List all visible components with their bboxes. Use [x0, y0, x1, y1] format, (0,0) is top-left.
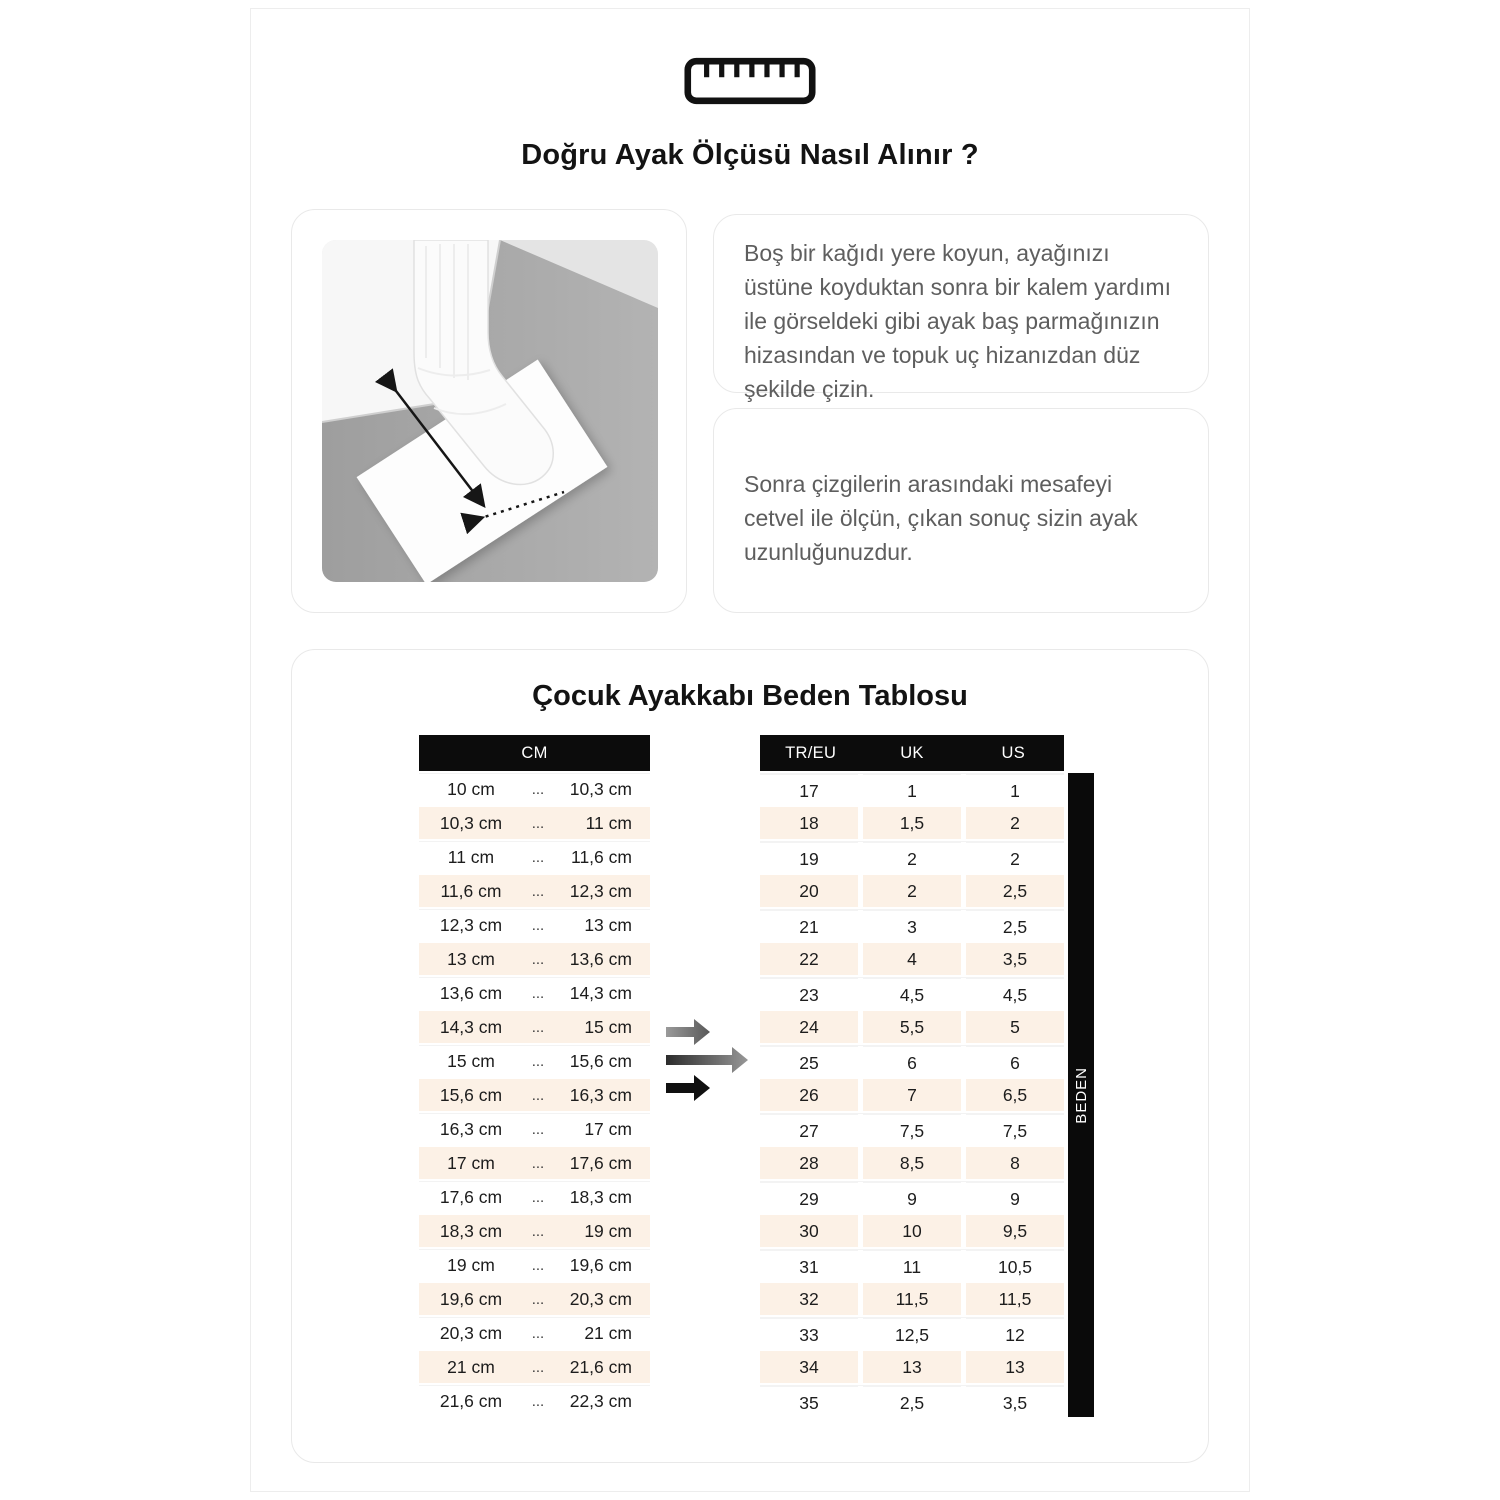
cm-range-dots: ... [531, 849, 545, 866]
size-uk: 2 [863, 842, 961, 874]
cm-to: 21 cm [584, 1323, 632, 1343]
instruction-text-2: Sonra çizgilerin arasındaki mesafeyi cetvel ile ölçün, çıkan sonuç sizin ayak uzunluğunuzdur. [744, 471, 1138, 565]
size-uk: 4,5 [863, 978, 961, 1010]
cm-to: 13,6 cm [569, 948, 632, 969]
cm-from: 14,3 cm [439, 1016, 503, 1037]
size-uk: 7,5 [863, 1114, 961, 1146]
cm-table-row [419, 1317, 650, 1349]
size-tr-eu: 29 [760, 1182, 858, 1214]
size-tr-eu: 32 [760, 1283, 858, 1315]
size-uk: 10 [863, 1215, 961, 1247]
size-uk: 7 [863, 1079, 961, 1111]
cm-table-row [419, 1045, 650, 1077]
size-tr-eu: 17 [760, 774, 858, 806]
size-uk: 1 [863, 774, 961, 806]
size-table-row [760, 977, 1064, 1009]
size-uk: 2 [863, 875, 961, 907]
cm-from: 10,3 cm [439, 812, 503, 833]
cm-table-row [419, 1283, 650, 1315]
cm-from: 17 cm [447, 1152, 495, 1173]
size-us: 8 [966, 1147, 1064, 1179]
cm-table-row [419, 1011, 650, 1043]
cm-table-row [419, 1181, 650, 1213]
cm-table-row [419, 1215, 650, 1247]
cm-range-dots: ... [531, 1086, 545, 1104]
cm-to: 22,3 cm [569, 1391, 632, 1411]
cm-table-row [419, 841, 650, 873]
size-us: 6 [966, 1046, 1064, 1078]
size-us: 2,5 [966, 875, 1064, 907]
size-table-row [760, 1079, 1064, 1111]
size-us: 9,5 [966, 1215, 1064, 1247]
size-tr-eu: 35 [760, 1386, 858, 1418]
cm-range-dots: ... [531, 950, 545, 968]
cm-range-dots: ... [531, 882, 545, 900]
cm-from: 15,6 cm [439, 1084, 503, 1105]
size-table-row [760, 1351, 1064, 1383]
size-tr-eu: 33 [760, 1318, 858, 1350]
cm-from: 10 cm [447, 779, 495, 799]
size-chart-card [291, 649, 1209, 1463]
size-tr-eu: 25 [760, 1046, 858, 1078]
size-guide-panel [250, 8, 1250, 1492]
size-table-row [760, 1113, 1064, 1145]
instruction-text-1: Boş bir kağıdı yere koyun, ayağınızı üstüne koyduktan sonra bir kalem yardımı ile görseldeki gibi ayak baş parmağınızın hizasından ve topuk uç hizanızdan düz şekilde çizin. [744, 240, 1171, 402]
size-us: 1 [966, 774, 1064, 806]
size-us: 5 [966, 1011, 1064, 1043]
size-uk: 13 [863, 1351, 961, 1383]
cm-range-dots: ... [531, 1393, 545, 1410]
size-table-row [760, 1385, 1064, 1417]
size-us: 3,5 [966, 1386, 1064, 1418]
cm-table-row [419, 943, 650, 975]
cm-from: 19 cm [447, 1255, 495, 1275]
cm-to: 19,6 cm [569, 1255, 632, 1275]
size-conversion-table [760, 735, 1064, 1419]
cm-to: 13 cm [584, 915, 632, 935]
size-uk: 9 [863, 1182, 961, 1214]
size-table-row [760, 1249, 1064, 1281]
cm-range-dots: ... [531, 781, 545, 798]
cm-table-header: CM [419, 735, 650, 771]
size-uk: 3 [863, 910, 961, 942]
instruction-card-1 [713, 214, 1209, 402]
cm-from: 11 cm [447, 847, 495, 867]
beden-side-bar [1068, 773, 1094, 1417]
size-table-row [760, 1215, 1064, 1247]
cm-range-dots: ... [531, 1358, 545, 1376]
size-tr-eu: 23 [760, 978, 858, 1010]
cm-table-row [419, 1147, 650, 1179]
size-uk: 8,5 [863, 1147, 961, 1179]
cm-from: 21,6 cm [439, 1391, 503, 1411]
cm-table-row [419, 1113, 650, 1145]
cm-range-dots: ... [531, 1154, 545, 1172]
cm-to: 15 cm [584, 1016, 632, 1037]
size-chart-title: Çocuk Ayakkabı Beden Tablosu [532, 680, 968, 712]
cm-range-dots: ... [531, 1053, 545, 1070]
size-tr-eu: 18 [760, 807, 858, 839]
cm-to: 20,3 cm [569, 1288, 632, 1309]
cm-table-row [419, 807, 650, 839]
size-us: 4,5 [966, 978, 1064, 1010]
cm-from: 15 cm [447, 1051, 495, 1071]
cm-from: 18,3 cm [439, 1220, 503, 1241]
cm-from: 13,6 cm [439, 983, 503, 1003]
cm-to: 17 cm [584, 1119, 632, 1139]
conversion-arrows-icon [664, 1018, 754, 1102]
beden-label: BEDEN [1072, 1066, 1090, 1124]
cm-range-dots: ... [531, 1018, 545, 1036]
cm-to: 18,3 cm [569, 1187, 632, 1207]
size-table-row [760, 1147, 1064, 1179]
size-table-row [760, 841, 1064, 873]
size-us: 2,5 [966, 910, 1064, 942]
cm-from: 19,6 cm [439, 1288, 503, 1309]
cm-to: 17,6 cm [569, 1152, 632, 1173]
cm-table-row [419, 1079, 650, 1111]
col-header-uk: UK [900, 743, 924, 762]
size-uk: 6 [863, 1046, 961, 1078]
size-uk: 5,5 [863, 1011, 961, 1043]
cm-table-row [419, 1249, 650, 1281]
cm-range-dots: ... [531, 814, 545, 832]
cm-to: 21,6 cm [569, 1356, 632, 1377]
cm-from: 13 cm [447, 948, 495, 969]
size-table-row [760, 1181, 1064, 1213]
cm-table-row [419, 875, 650, 907]
size-tr-eu: 31 [760, 1250, 858, 1282]
cm-to: 12,3 cm [569, 880, 632, 901]
size-uk: 12,5 [863, 1318, 961, 1350]
size-table-row [760, 773, 1064, 805]
size-us: 12 [966, 1318, 1064, 1350]
size-tr-eu: 30 [760, 1215, 858, 1247]
foot-measurement-photo-card [291, 209, 687, 613]
cm-table-row [419, 977, 650, 1009]
size-us: 3,5 [966, 943, 1064, 975]
cm-range-table [419, 735, 650, 1419]
size-us: 13 [966, 1351, 1064, 1383]
cm-to: 11 cm [585, 812, 632, 833]
cm-table-row [419, 773, 650, 805]
size-table-row [760, 1283, 1064, 1315]
cm-range-dots: ... [531, 1290, 545, 1308]
size-us: 7,5 [966, 1114, 1064, 1146]
cm-range-dots: ... [531, 1222, 545, 1240]
ruler-icon [251, 56, 1249, 106]
cm-range-dots: ... [531, 1257, 545, 1274]
size-us: 6,5 [966, 1079, 1064, 1111]
instruction-card-2 [713, 408, 1209, 613]
size-uk: 11 [863, 1250, 961, 1282]
size-us: 11,5 [966, 1283, 1064, 1315]
cm-to: 16,3 cm [569, 1084, 632, 1105]
size-us: 9 [966, 1182, 1064, 1214]
size-tr-eu: 34 [760, 1351, 858, 1383]
cm-to: 19 cm [584, 1220, 632, 1241]
size-uk: 1,5 [863, 807, 961, 839]
cm-from: 12,3 cm [439, 915, 503, 935]
size-table-row [760, 1045, 1064, 1077]
page-title: Doğru Ayak Ölçüsü Nasıl Alınır ? [521, 139, 979, 171]
cm-from: 21 cm [447, 1356, 495, 1377]
cm-from: 11,6 cm [440, 880, 502, 901]
cm-from: 17,6 cm [439, 1187, 503, 1207]
size-table-row [760, 943, 1064, 975]
size-uk: 2,5 [863, 1386, 961, 1418]
size-table-row [760, 807, 1064, 839]
size-tr-eu: 24 [760, 1011, 858, 1043]
size-table-row [760, 1011, 1064, 1043]
size-tr-eu: 26 [760, 1079, 858, 1111]
size-us: 2 [966, 842, 1064, 874]
cm-to: 14,3 cm [569, 983, 632, 1003]
size-table-header [760, 735, 1064, 771]
size-tr-eu: 27 [760, 1114, 858, 1146]
size-table-row [760, 909, 1064, 941]
size-us: 10,5 [966, 1250, 1064, 1282]
cm-to: 11,6 cm [571, 847, 632, 867]
cm-range-dots: ... [531, 917, 545, 934]
size-tr-eu: 28 [760, 1147, 858, 1179]
cm-range-dots: ... [531, 1189, 545, 1206]
foot-measurement-photo [322, 240, 658, 582]
size-table-row [760, 1317, 1064, 1349]
size-tr-eu: 22 [760, 943, 858, 975]
size-tr-eu: 21 [760, 910, 858, 942]
size-table-row [760, 875, 1064, 907]
size-uk: 4 [863, 943, 961, 975]
cm-table-row [419, 909, 650, 941]
cm-table-row [419, 1351, 650, 1383]
col-header-us: US [1001, 743, 1026, 762]
col-header-tr-eu: TR/EU [785, 743, 837, 762]
cm-table-row [419, 1385, 650, 1417]
cm-from: 16,3 cm [439, 1119, 503, 1139]
cm-to: 10,3 cm [569, 779, 632, 799]
size-us: 2 [966, 807, 1064, 839]
cm-to: 15,6 cm [569, 1051, 632, 1071]
cm-range-dots: ... [531, 1121, 545, 1138]
cm-range-dots: ... [531, 985, 545, 1002]
size-uk: 11,5 [863, 1283, 961, 1315]
size-tr-eu: 19 [760, 842, 858, 874]
cm-from: 20,3 cm [439, 1323, 503, 1343]
cm-range-dots: ... [531, 1325, 545, 1342]
size-tr-eu: 20 [760, 875, 858, 907]
